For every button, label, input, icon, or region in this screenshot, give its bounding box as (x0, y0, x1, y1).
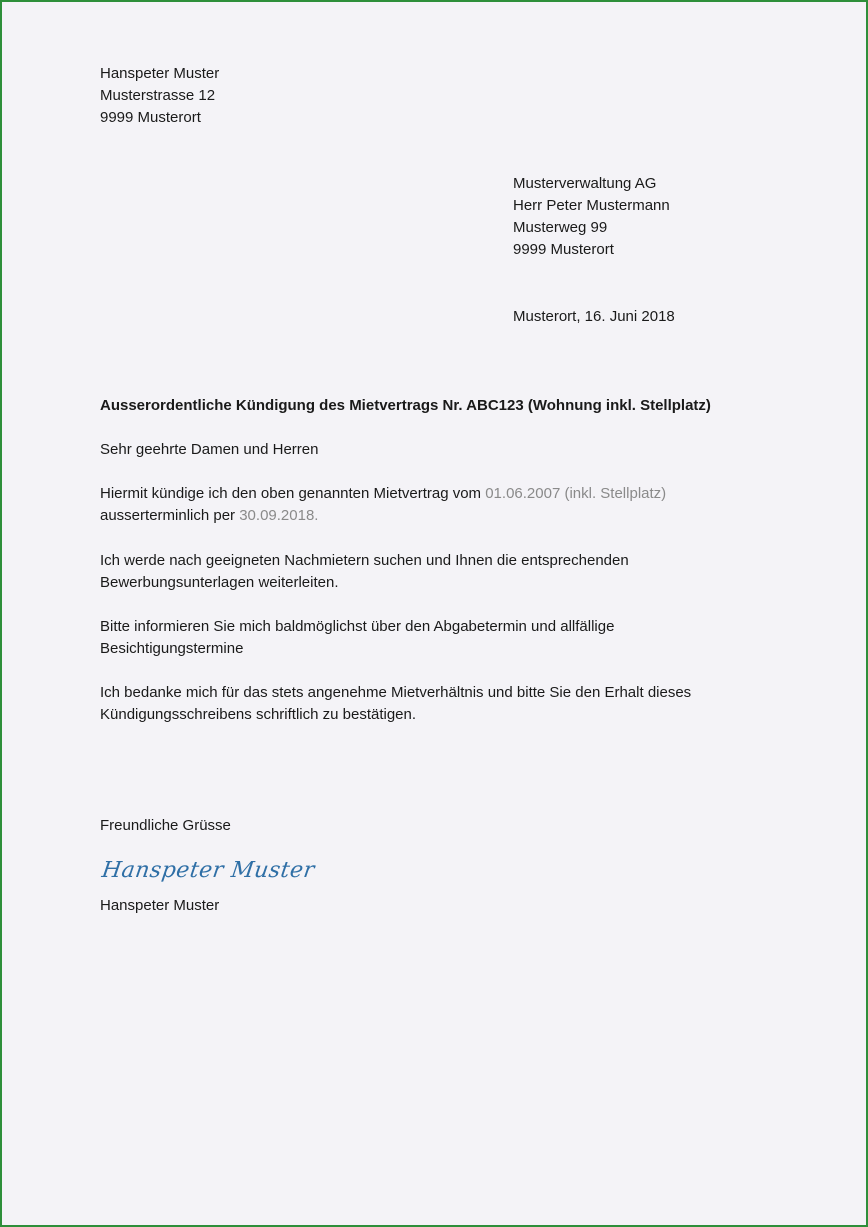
sender-city: 9999 Musterort (100, 109, 201, 126)
sender-name: Hanspeter Muster (100, 65, 220, 82)
recipient-person: Herr Peter Mustermann (513, 197, 670, 214)
paragraph-line: Besichtigungstermine (100, 640, 244, 657)
letter-subject: Ausserordentliche Kündigung des Mietvertrags Nr. ABC123 (Wohnung inkl. Stellplatz) (100, 397, 711, 414)
paragraph-text: ausserterminlich per (100, 507, 240, 524)
paragraph-text: Hiermit kündige ich den oben genannten Mietvertrag vom (100, 485, 486, 502)
paragraph-termination-line1 (100, 483, 666, 505)
closing-phrase: Freundliche Grüsse (100, 817, 231, 834)
paragraph-successor (100, 550, 629, 594)
paragraph-handover (100, 616, 614, 660)
paragraph-line: Ich bedanke mich für das stets angenehme Mietverhältnis und bitte Sie den Erhalt dieses (100, 684, 692, 701)
sender-address (100, 63, 219, 129)
paragraph-line: Bitte informieren Sie mich baldmöglichst über den Abgabetermin und allfällige (100, 618, 615, 635)
paragraph-line: Bewerbungsunterlagen weiterleiten. (100, 574, 339, 591)
signer-name: Hanspeter Muster (100, 897, 220, 914)
salutation: Sehr geehrte Damen und Herren (100, 441, 319, 458)
letter-date: Musterort, 16. Juni 2018 (513, 308, 675, 325)
contract-start-date: 01.06.2007 (inkl. Stellplatz) (485, 485, 667, 502)
recipient-street: Musterweg 99 (513, 219, 608, 236)
termination-date: 30.09.2018. (239, 507, 319, 524)
recipient-city: 9999 Musterort (513, 241, 614, 258)
sender-street: Musterstrasse 12 (100, 87, 216, 104)
paragraph-line: Kündigungsschreibens schriftlich zu bestätigen. (100, 706, 417, 723)
handwritten-signature: Hanspeter Muster (100, 858, 317, 883)
recipient-company: Musterverwaltung AG (513, 175, 657, 192)
recipient-address (513, 173, 670, 261)
paragraph-termination (100, 483, 666, 527)
paragraph-line: Ich werde nach geeigneten Nachmietern suchen und Ihnen die entsprechenden (100, 552, 629, 569)
paragraph-termination-line2 (100, 505, 666, 527)
paragraph-thanks (100, 682, 691, 726)
